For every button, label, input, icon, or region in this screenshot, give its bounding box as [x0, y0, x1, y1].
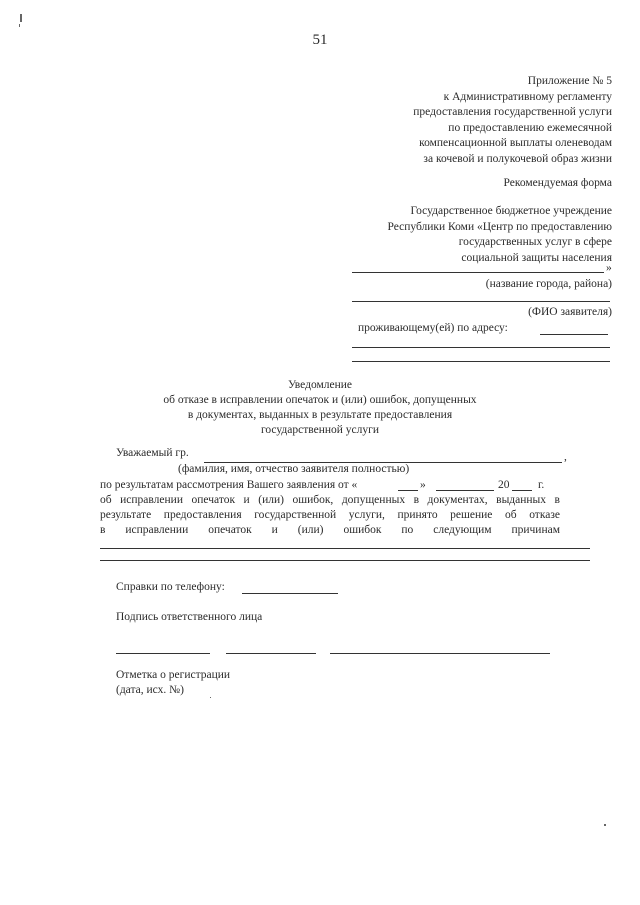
registration-block — [116, 668, 230, 698]
fio-caption: (фамилия, имя, отчество заявителя полностью) — [178, 463, 410, 475]
greeting-comma: , — [564, 451, 567, 463]
signature-line[interactable] — [226, 653, 316, 654]
notice-title-line: Уведомление — [287, 379, 353, 391]
institution-line: социальной защиты населения — [461, 251, 612, 264]
appendix-line: Приложение № 5 — [527, 75, 612, 87]
body-line-1-end: г. — [538, 479, 545, 491]
scan-speck — [210, 697, 211, 698]
city-caption: (название города, района) — [485, 278, 612, 290]
registration-line: Отметка о регистрации — [116, 669, 231, 681]
appendix-line: предоставления государственной услуги — [413, 106, 612, 118]
institution-line: государственных услуг в сфере — [458, 236, 612, 248]
reason-field-line-2[interactable] — [100, 560, 590, 561]
institution-line: Республики Коми «Центр по предоставлению — [387, 220, 612, 233]
reason-field-line-1[interactable] — [100, 548, 590, 549]
address-label: проживающему(ей) по адресу: — [358, 322, 508, 334]
body-line-2: об исправлении опечаток и (или) ошибок, допущенных в документах, выданных в — [100, 494, 560, 506]
appendix-line: к Административному регламенту — [443, 90, 612, 103]
appendix-header — [413, 74, 612, 167]
year-field-line[interactable] — [512, 490, 532, 491]
institution-line: Государственное бюджетное учреждение — [410, 205, 612, 217]
institution-block — [387, 204, 612, 266]
body-line-3: результате предоставления государственной услуги, принято решение об отказе — [100, 509, 560, 521]
scan-speck — [20, 14, 22, 22]
greeting-label: Уважаемый гр. — [116, 447, 189, 459]
notice-title-line: об отказе в исправлении опечаток и (или) ошибок, допущенных — [163, 394, 477, 406]
address-field-line-2[interactable] — [352, 347, 610, 348]
applicant-field-line[interactable] — [352, 301, 610, 302]
city-field-line[interactable] — [352, 272, 604, 273]
notice-title-line: в документах, выданных в результате предоставления — [187, 409, 453, 421]
applicant-caption: (ФИО заявителя) — [528, 306, 612, 318]
body-line-4: в исправлении опечаток и (или) ошибок по следующим причинам — [100, 524, 560, 536]
recommended-form-label: Рекомендуемая форма — [503, 177, 612, 189]
notice-title-line: государственной услуги — [260, 424, 380, 436]
phone-field-line[interactable] — [242, 593, 338, 594]
address-field-line-3[interactable] — [352, 361, 610, 362]
day-field-line[interactable] — [398, 490, 418, 491]
appendix-line: за кочевой и полукочевой образ жизни — [423, 152, 612, 165]
body-line-1-start: по результатам рассмотрения Вашего заявления от « — [100, 479, 358, 491]
appendix-line: по предоставлению ежемесячной — [448, 121, 612, 134]
quote-close: » — [606, 262, 612, 274]
appendix-line: компенсационной выплаты оленеводам — [419, 137, 612, 149]
phone-label: Справки по телефону: — [116, 581, 225, 593]
address-field-line[interactable] — [540, 334, 608, 335]
body-line-1-mid: » — [420, 479, 426, 491]
scan-speck — [19, 24, 20, 27]
notice-title — [40, 378, 600, 438]
month-field-line[interactable] — [436, 490, 494, 491]
signature-label: Подпись ответственного лица — [116, 611, 263, 623]
page-number: 51 — [312, 32, 328, 48]
scan-speck — [604, 824, 606, 826]
body-line-1-year: 20 — [498, 479, 510, 491]
registration-line: (дата, исх. №) — [116, 684, 184, 696]
signature-name-line[interactable] — [330, 653, 550, 654]
signature-position-line[interactable] — [116, 653, 210, 654]
